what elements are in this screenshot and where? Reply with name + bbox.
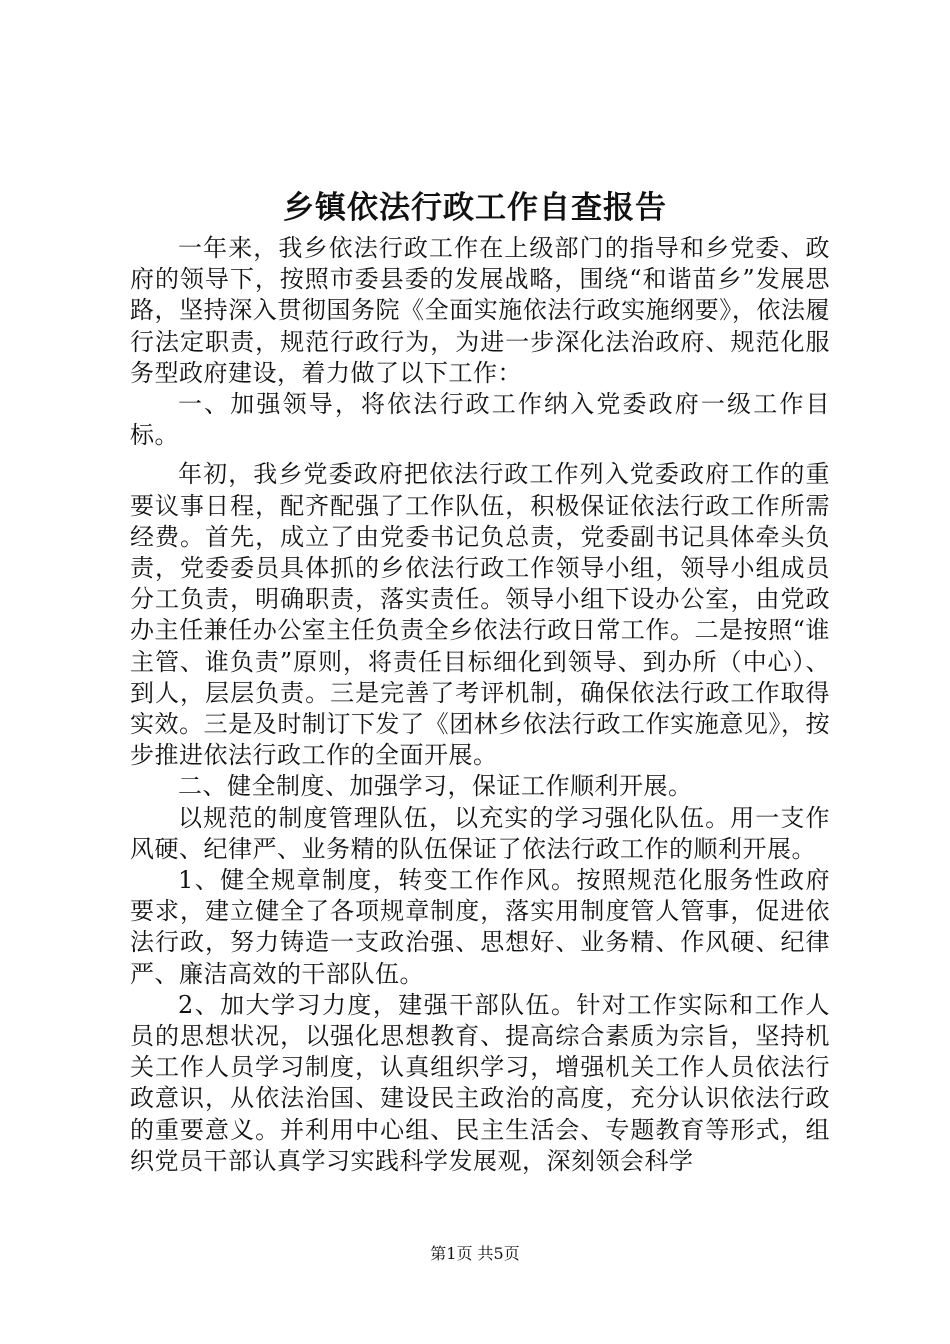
paragraph-item-1: 1、健全规章制度，转变工作作风。按照规范化服务性政府要求，建立健全了各项规章制度，落实用制度管人管事，促进依法行政，努力铸造一支政治强、思想好、业务精、作风硬、纪律严、廉洁高效的干部队伍。 [130,866,830,988]
paragraph-section-2: 以规范的制度管理队伍，以充实的学习强化队伍。用一支作风硬、纪律严、业务精的队伍保证了依法行政工作的顺利开展。 [130,803,830,863]
section-heading-2: 二、健全制度、加强学习，保证工作顺利开展。 [178,772,693,801]
paragraph-intro: 一年来，我乡依法行政工作在上级部门的指导和乡党委、政府的领导下，按照市委县委的发展战略，围绕“和谐苗乡”发展思路，坚持深入贯彻国务院《全面实施依法行政实施纲要》，依法履行法定职责，规范行政行为，为进一步深化法治政府、规范化服务型政府建设，着力做了以下工作： [130,234,830,387]
paragraph-section-1: 年初，我乡党委政府把依法行政工作列入党委政府工作的重要议事日程，配齐配强了工作队伍，积极保证依法行政工作所需经费。首先，成立了由党委书记负总责，党委副书记具体牵头负责，党委委员具体抓的乡依法行政工作领导小组，领导小组成员分工负责，明确职责，落实责任。领导小组下设办公室，由党政办主任兼任办公室主任负责全乡依法行政日常工作。二是按照“谁主管、谁负责”原则，将责任目标细化到领导、到办所（中心）、到人，层层负责。三是完善了考评机制，确保依法行政工作取得实效。三是及时制订下发了《团林乡依法行政工作实施意见》，按步推进依法行政工作的全面开展。 [130,460,830,770]
section-heading-1: 一、加强领导，将依法行政工作纳入党委政府一级工作目标。 [130,390,830,450]
document-body [130,233,830,1177]
paragraph-item-2: 2、加大学习力度，建强干部队伍。针对工作实际和工作人员的思想状况，以强化思想教育、提高综合素质为宗旨，坚持机关工作人员学习制度，认真组织学习，增强机关工作人员依法行政意识，从依法治国、建设民主政治的高度，充分认识依法行政的重要意义。并利用中心组、民主生活会、专题教育等形式，组织党员干部认真学习实践科学发展观，深刻领会科学 [130,990,830,1175]
page-footer: 第1页 共5页 [430,1244,520,1263]
document-title: 乡镇依法行政工作自查报告 [283,190,667,226]
